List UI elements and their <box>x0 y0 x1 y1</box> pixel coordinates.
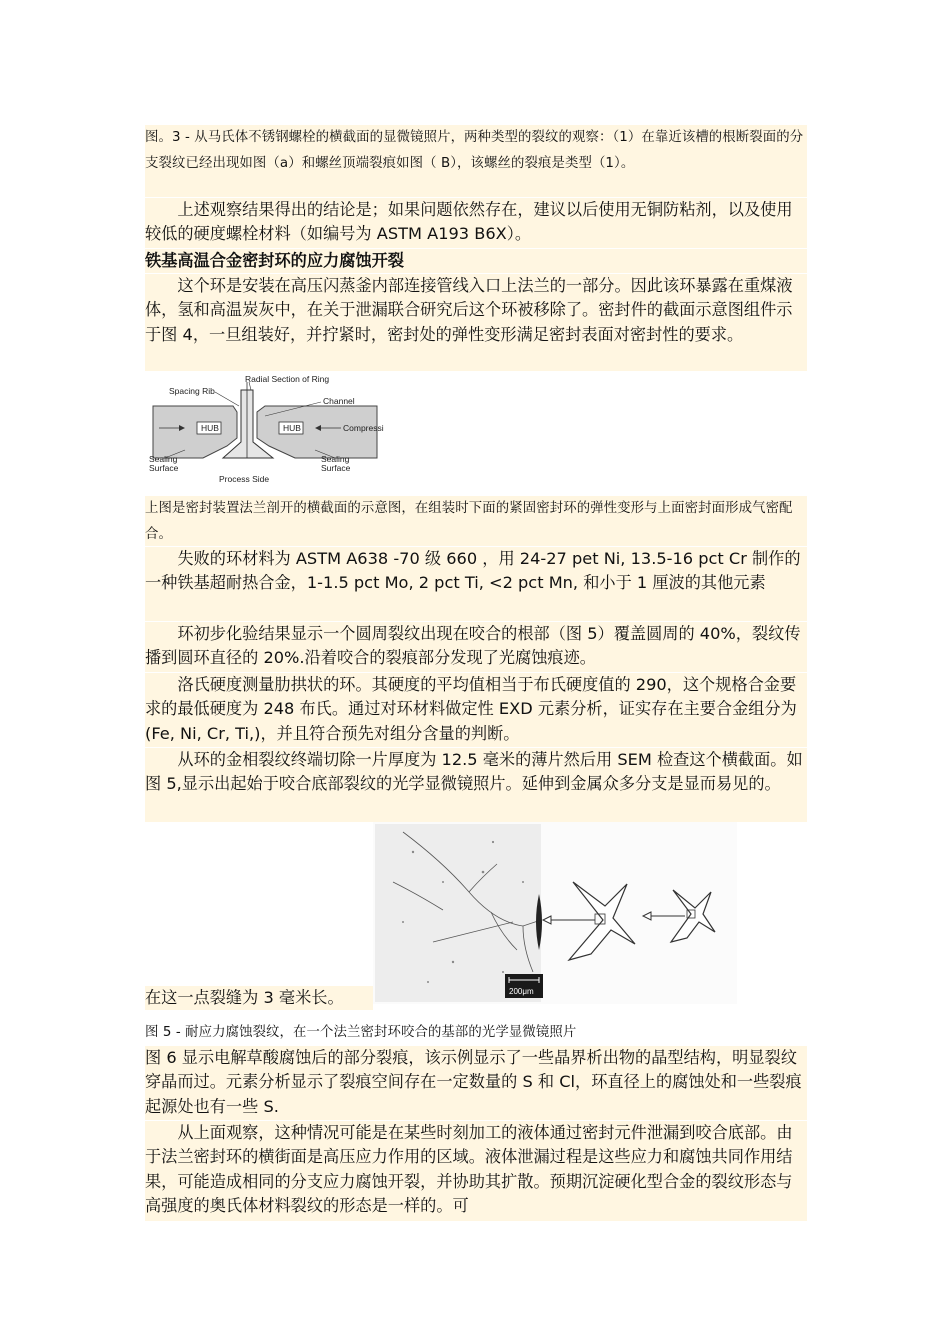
fig4-label-sealing-left-1: Sealing <box>149 454 178 464</box>
fig6-text: 图 6 显示电解草酸腐蚀后的部分裂痕，该示例显示了一些晶界析出物的晶型结构，明显裂纹穿晶而过。元素分析显示了裂痕空间存在一定数量的 S 和 Cl，环直径上的腐蚀处和一些裂痕起源处也有一些 S. <box>145 1048 802 1116</box>
discussion-paragraph <box>145 1121 807 1221</box>
fig5-micrograph <box>373 822 737 1004</box>
fig4-label-spacing-rib: Spacing Rib <box>169 386 215 396</box>
material-paragraph <box>145 547 807 621</box>
section-heading-text: 铁基高温合金密封环的应力腐蚀开裂 <box>145 251 404 270</box>
inspection-paragraph <box>145 622 807 672</box>
crack-length-text: 在这一点裂缝为 3 毫米长。 <box>145 988 344 1007</box>
fig5-scale-bar-label: 200μm <box>509 987 534 996</box>
ring-intro-paragraph <box>145 274 807 371</box>
crack-length-line <box>145 986 373 1010</box>
fig4-caption <box>145 496 807 546</box>
fig4-label-sealing-right-2: Surface <box>321 463 351 473</box>
ring-intro-text: 这个环是安装在高压闪蒸釜内部连接管线入口上法兰的一部分。因此该环暴露在重煤液体，氢和高温炭灰中，在关于泄漏联合研究后这个环被移除了。密封件的截面示意图组件示于图 4，一旦组装好，并拧紧时，密封处的弹性变形满足密封表面对密封性的要求。 <box>145 276 793 344</box>
fig5-caption <box>145 1020 807 1046</box>
fig4-caption-text: 上图是密封装置法兰剖开的横截面的示意图，在组装时下面的紧固密封环的弹性变形与上面密封面形成气密配合。 <box>145 501 793 542</box>
hardness-text: 洛氏硬度测量肋拱状的环。其硬度的平均值相当于布氏硬度值的 290，这个规格合金要求的最低硬度为 248 布氏。通过对环材料做定性 EXD 元素分析，证实存在主要合金组分为(Fe, Ni, Cr, Ti,)，并且符合预先对组分含量的判断。 <box>145 675 797 743</box>
fig3-caption-text: 图。3 - 从马氏体不锈钢螺栓的横截面的显微镜照片，两种类型的裂纹的观察：（1）在靠近该槽的根断裂面的分支裂纹已经出现如图（a）和螺丝顶端裂痕如图（ B），该螺丝的裂痕是类型（1）。 <box>145 130 804 171</box>
fig4-label-sealing-left-2: Surface <box>149 463 179 473</box>
conclusion-text: 上述观察结果得出的结论是；如果问题依然存在，建议以后使用无铜防粘剂，以及使用较低的硬度螺栓材料（如编号为 ASTM A193 B6X）。 <box>145 200 793 244</box>
fig4-label-channel: Channel <box>323 396 355 406</box>
sem-paragraph <box>145 748 807 822</box>
fig3-caption <box>145 125 807 197</box>
inspection-text: 环初步化验结果显示一个圆周裂纹出现在咬合的根部（图 5）覆盖圆周的 40%，裂纹传播到圆环直径的 20%.沿着咬合的裂痕部分发现了光腐蚀痕迹。 <box>145 624 801 668</box>
fig4-label-hub-left: HUB <box>201 423 219 433</box>
hardness-paragraph <box>145 673 807 747</box>
conclusion-paragraph <box>145 198 807 248</box>
fig6-paragraph <box>145 1046 807 1120</box>
sem-text: 从环的金相裂纹终端切除一片厚度为 12.5 毫米的薄片然后用 SEM 检查这个横截面。如图 5,显示出起始于咬合底部裂纹的光学显微镜照片。延伸到金属众多分支是显而易见的。 <box>145 750 803 794</box>
fig4-label-sealing-right-1: Sealing <box>321 454 350 464</box>
fig4-label-compression: Compressi <box>343 423 384 433</box>
fig4-seal-schematic <box>145 372 391 488</box>
discussion-text: 从上面观察，这种情况可能是在某些时刻加工的液体通过密封元件泄漏到咬合底部。由于法兰密封环的横街面是高压应力作用的区域。液体泄漏过程是这些应力和腐蚀共同作用结果，可能造成相同的分支应力腐蚀开裂，并协助其扩散。预期沉淀硬化型合金的裂纹形态与高强度的奥氏体材料裂纹的形态是一样的。可 <box>145 1123 793 1215</box>
fig4-label-radial-section: Radial Section of Ring <box>245 374 330 384</box>
fig4-label-process-side: Process Side <box>219 474 270 484</box>
material-text: 失败的环材料为 ASTM A638 -70 级 660 ，用 24-27 pet Ni, 13.5-16 pct Cr 制作的一种铁基超耐热合金，1-1.5 pct Mo, 2 pct Ti, <2 pct Mn, 和小于 1 厘波的其他元素 <box>145 549 801 593</box>
fig4-label-hub-right: HUB <box>283 423 301 433</box>
section-heading <box>145 249 807 273</box>
fig5-caption-text: 图 5 - 耐应力腐蚀裂纹，在一个法兰密封环咬合的基部的光学显微镜照片 <box>145 1025 577 1040</box>
